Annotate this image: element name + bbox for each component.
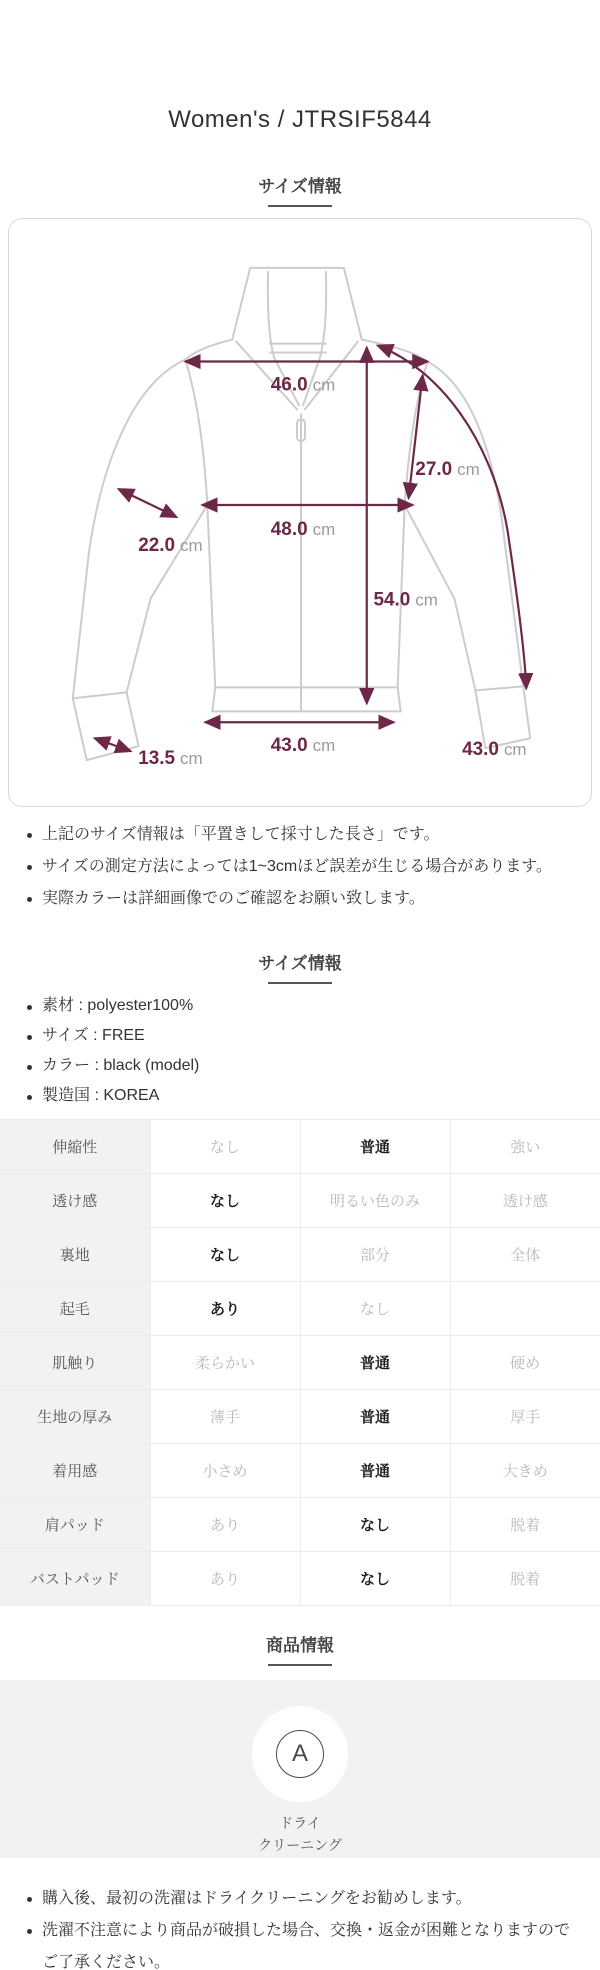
measure-notes-list [0, 819, 600, 915]
attribute-option: 厚手 [450, 1390, 600, 1444]
material-item: 素材 : polyester100% [0, 991, 600, 1021]
attribute-option: なし [300, 1498, 450, 1552]
measure-label-armhole: 27.0 cm [415, 459, 480, 481]
attribute-option: 柔らかい [150, 1336, 300, 1390]
section-underline [268, 982, 332, 984]
attribute-label: 肩パッド [0, 1498, 150, 1552]
care-symbol-label [0, 1812, 600, 1856]
attribute-option: 普通 [300, 1336, 450, 1390]
note-item: 上記のサイズ情報は「平置きして採寸した長さ」です。 [0, 819, 600, 851]
section-title: サイズ情報 [258, 954, 342, 973]
care-label-line1: ドライ [279, 1815, 321, 1831]
material-item: カラー : black (model) [0, 1051, 600, 1081]
section-title: 商品情報 [266, 1636, 334, 1655]
section-underline [268, 1664, 332, 1666]
attribute-label: 生地の厚み [0, 1390, 150, 1444]
attribute-row [0, 1120, 600, 1174]
care-notes-list [0, 1883, 600, 1970]
attribute-option: あり [150, 1552, 300, 1606]
attribute-option: なし [300, 1552, 450, 1606]
note-item: サイズの測定方法によっては1~3cmほど誤差が生じる場合があります。 [0, 851, 600, 883]
attributes-table [0, 1119, 600, 1606]
measure-line-cuff-width [95, 738, 131, 751]
jacket-measurement-diagram [9, 219, 591, 806]
material-item: サイズ : FREE [0, 1021, 600, 1051]
attribute-option: 強い [450, 1120, 600, 1174]
attribute-row [0, 1498, 600, 1552]
care-note-item: 購入後、最初の洗濯はドライクリーニングをお勧めします。 [0, 1883, 600, 1915]
care-label-line2: クリーニング [258, 1837, 342, 1853]
note-item: 実際カラーは詳細画像でのご確認をお願い致します。 [0, 883, 600, 915]
attribute-option: 小さめ [150, 1444, 300, 1498]
measure-label-chest-width: 48.0 cm [270, 518, 336, 540]
attribute-option: 大きめ [450, 1444, 600, 1498]
section-header-product-info [0, 1636, 600, 1666]
attribute-option: 全体 [450, 1228, 600, 1282]
material-details-list [0, 991, 600, 1111]
care-note-item: 洗濯不注意により商品が破損した場合、交換・返金が困難となりますのでご了承ください。 [0, 1915, 600, 1970]
material-item: 製造国 : KOREA [0, 1081, 600, 1111]
attribute-label: バストパッド [0, 1552, 150, 1606]
attribute-label: 裏地 [0, 1228, 150, 1282]
measure-label-sleeve-length: 43.0 cm [462, 739, 527, 761]
attribute-row [0, 1336, 600, 1390]
attribute-option [450, 1282, 600, 1336]
attribute-option: あり [150, 1498, 300, 1552]
attribute-option: 脱着 [450, 1552, 600, 1606]
attribute-option: 部分 [300, 1228, 450, 1282]
attribute-row [0, 1228, 600, 1282]
attribute-option: 透け感 [450, 1174, 600, 1228]
measure-label-shoulder-width: 46.0 cm [270, 374, 336, 396]
measure-label-hem-width: 43.0 cm [270, 735, 336, 757]
care-symbol-letter: A [276, 1730, 324, 1778]
attribute-option: なし [150, 1228, 300, 1282]
jacket-outline-illustration [73, 268, 530, 760]
care-instructions-panel [0, 1680, 600, 1858]
attribute-label: 着用感 [0, 1444, 150, 1498]
attribute-row [0, 1282, 600, 1336]
section-underline [268, 205, 332, 207]
attribute-row [0, 1444, 600, 1498]
section-title: サイズ情報 [258, 177, 342, 196]
attribute-label: 透け感 [0, 1174, 150, 1228]
attribute-row [0, 1552, 600, 1606]
attribute-label: 肌触り [0, 1336, 150, 1390]
measure-label-cuff-width: 13.5 cm [138, 748, 203, 770]
attribute-row [0, 1390, 600, 1444]
measure-line-sleeve-width [119, 489, 177, 517]
section-header-size-diagram [0, 177, 600, 207]
attribute-option: なし [150, 1120, 300, 1174]
attribute-row [0, 1174, 600, 1228]
attribute-option: 薄手 [150, 1390, 300, 1444]
attribute-label: 起毛 [0, 1282, 150, 1336]
section-header-size-details [0, 954, 600, 984]
attribute-option: 脱着 [450, 1498, 600, 1552]
dry-cleaning-symbol [252, 1706, 348, 1802]
attribute-option: なし [300, 1282, 450, 1336]
measure-label-sleeve-width: 22.0 cm [138, 534, 203, 556]
attribute-option: あり [150, 1282, 300, 1336]
attribute-option: 普通 [300, 1120, 450, 1174]
attribute-option: 明るい色のみ [300, 1174, 450, 1228]
measure-label-total-length: 54.0 cm [373, 589, 438, 611]
page-title: Women's / JTRSIF5844 [168, 106, 432, 133]
attribute-option: なし [150, 1174, 300, 1228]
attribute-label: 伸縮性 [0, 1120, 150, 1174]
attribute-option: 普通 [300, 1390, 450, 1444]
size-diagram-card [8, 218, 592, 807]
attribute-option: 普通 [300, 1444, 450, 1498]
attribute-option: 硬め [450, 1336, 600, 1390]
